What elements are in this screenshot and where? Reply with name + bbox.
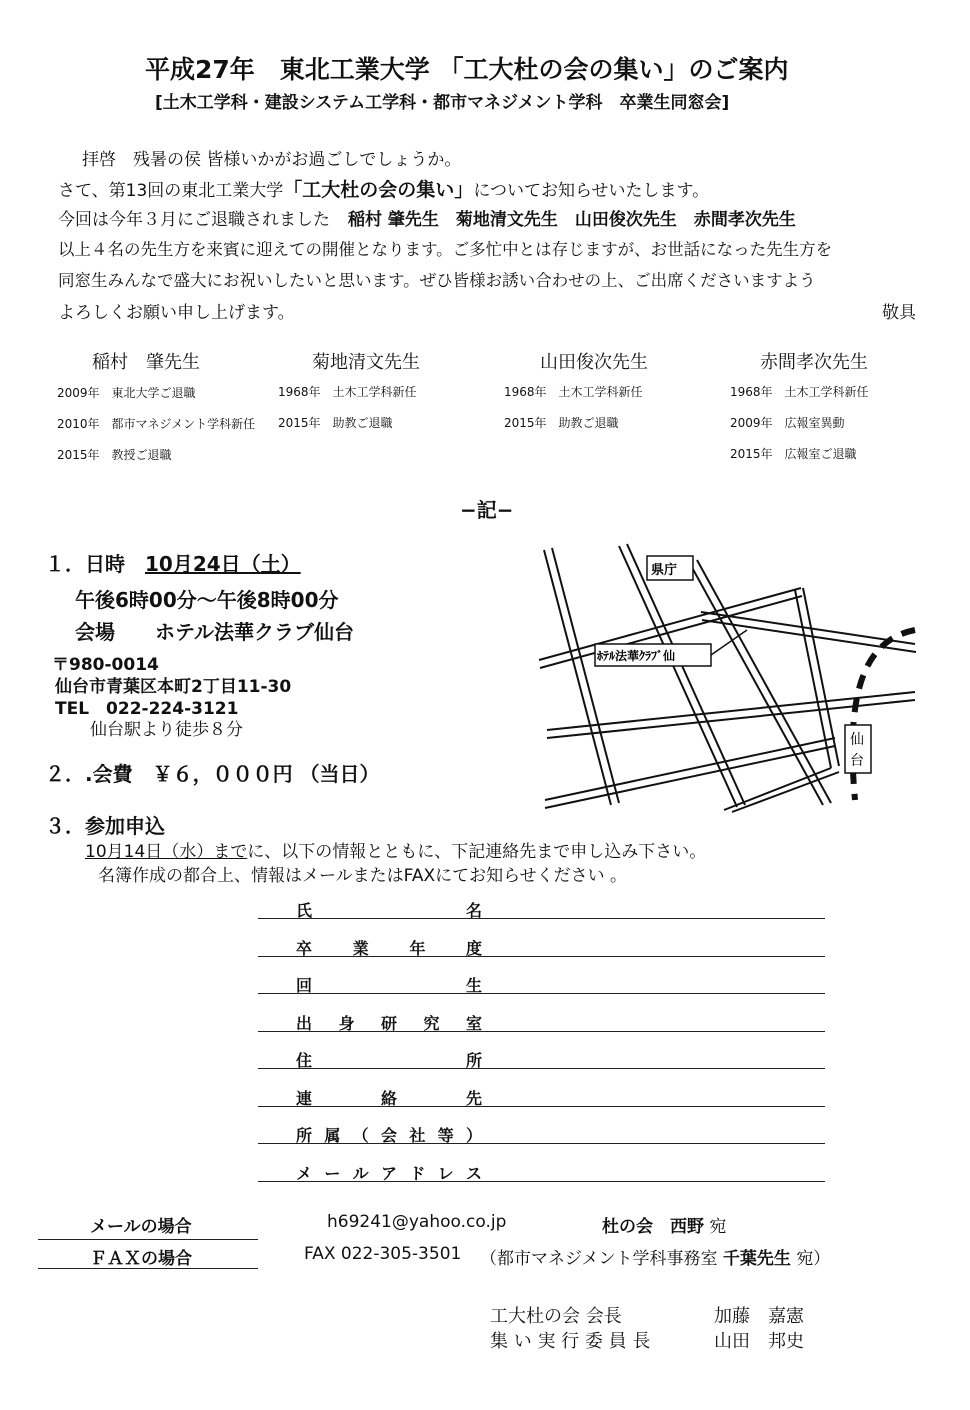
letter-greeting: 拝啓 残暑の侯 皆様いかがお過ごしでしょうか。 [82,150,462,170]
ki-heading: −記− [460,498,514,522]
section-3-line-2: 名簿作成の都合上、情報はメールまたはFAXにてお知らせください 。 [98,866,628,886]
venue-walk: 仙台駅より徒歩８分 [90,720,243,740]
event-name: 「工大杜の会の集い」 [283,179,474,201]
form-label-char: 会 [380,1126,397,1145]
station-label-bottom: 台 [850,753,864,769]
teacher-4-name: 赤間孝次先生 [760,352,868,373]
form-label-char: 所 [465,1051,482,1070]
event-venue: 会場 ホテル法華クラブ仙台 [75,620,354,644]
form-label-char: ー [324,1164,341,1183]
field-email-line[interactable] [258,1181,825,1182]
teacher-4-history-1: 1968年 土木工学科新任 [730,385,869,399]
form-label-char: 研 [380,1014,397,1033]
form-label-char: ） [465,1126,482,1145]
mail-label: メールの場合 [90,1217,192,1237]
letter-line-3-pre: 今回は今年３月にご退職されました [58,210,330,230]
teacher-4-history-2: 2009年 広報室異動 [730,416,845,430]
signer-1-role: 工大杜の会 会長 [490,1306,622,1327]
application-deadline: 10月14日（水）まで [85,842,248,862]
form-label-char: ル [352,1164,369,1183]
teacher-1-name: 稲村 肇先生 [92,352,200,373]
form-label-char: 度 [465,939,482,958]
form-label-char: ド [409,1164,426,1183]
form-label-char: 業 [352,939,369,958]
form-label-char: 社 [409,1126,426,1145]
mail-recipient-suffix: 宛 [709,1217,727,1237]
form-label-char: ス [465,1164,482,1183]
form-label-char: 究 [423,1014,440,1033]
form-label-char: 連 [296,1089,313,1108]
form-label-char: ア [380,1164,397,1183]
letter-line-2 [58,175,709,202]
form-label-char: 所 [296,1126,313,1145]
hotel-label: ﾎﾃﾙ法華ｸﾗﾌﾞ仙 [597,649,676,663]
fax-note [480,1244,830,1269]
form-label-char: 年 [409,939,426,958]
letter-line-2-pre: さて、第13回の東北工業大学 [58,181,284,201]
pref-office-label: 県庁 [651,563,678,578]
letter-closing: 敬具 [882,303,916,323]
page-title: 平成27年 東北工業大学 「工大杜の会の集い」のご案内 [145,55,789,84]
field-affiliation-line[interactable] [258,1143,825,1144]
mail-recipient [602,1212,726,1237]
event-date: 10月24日（土） [145,552,301,576]
form-label-char: 名 [465,901,482,920]
field-class-line[interactable] [258,993,825,994]
form-label-char: 属 [324,1126,341,1145]
signer-2-role: 集 い 実 行 委 員 長 [490,1331,651,1352]
form-label-char: 絡 [380,1089,397,1108]
letter-line-4: 以上４名の先生方を来賓に迎えての開催となります。ご多忙中とは存じますが、お世話になった先生方を [58,240,833,259]
teacher-1-history-2: 2010年 都市マネジメント学科新任 [57,417,256,431]
contact-divider-1 [38,1239,258,1240]
form-label-char: 等 [437,1126,454,1145]
letter-line-3 [58,205,796,230]
teacher-3-history-2: 2015年 助教ご退職 [504,416,619,430]
teacher-2-history-1: 1968年 土木工学科新任 [278,385,417,399]
railway-line [853,630,916,800]
field-name-line[interactable] [258,918,825,919]
letter-line-5: 同窓生みんなで盛大にお祝いしたいと思います。ぜひ皆様お誘い合わせの上、ご出席くださいますよう [58,271,816,290]
signer-1-name: 加藤 嘉憲 [714,1306,804,1327]
form-label-char: 出 [296,1014,313,1033]
form-label-char: 先 [465,1089,482,1108]
form-label-char: 住 [296,1051,313,1070]
venue-map [525,540,925,815]
section-2-fee: ２．.会費 ￥６，０００円 （当日） [45,762,380,786]
form-label-char: レ [437,1164,454,1183]
event-time: 午後6時00分～午後8時00分 [75,588,339,612]
field-address-line[interactable] [258,1068,825,1069]
form-label-char: （ [352,1126,369,1145]
guest-teachers: 稲村 肇先生 菊地清文先生 山田俊次先生 赤間孝次先生 [348,210,796,230]
section-3-line-1-post: に、以下の情報とともに、下記連絡先まで申し込み下さい。 [247,842,707,862]
form-label-char: メ [296,1164,313,1183]
station-label-top: 仙 [850,732,864,748]
section-1-label: １．日時 [45,552,145,576]
fax-note-name: 千葉先生 [722,1249,791,1269]
teacher-3-history-1: 1968年 土木工学科新任 [504,385,643,399]
teacher-2-history-2: 2015年 助教ご退職 [278,416,393,430]
contact-divider-2 [38,1268,258,1269]
teacher-1-history-1: 2009年 東北大学ご退職 [57,386,196,400]
fax-note-post: 宛） [796,1249,831,1269]
form-label-char: 回 [296,976,313,995]
venue-tel: TEL 022-224-3121 [55,699,239,719]
fax-number: FAX 022-305-3501 [304,1244,462,1264]
field-contact-line[interactable] [258,1106,825,1107]
teacher-3-name: 山田俊次先生 [540,352,648,373]
form-label-char: 生 [465,976,482,995]
signer-2-name: 山田 邦史 [714,1331,804,1352]
form-label-char: 氏 [296,901,313,920]
fax-note-pre: （都市マネジメント学科事務室 [480,1249,718,1269]
form-label-char: 身 [338,1014,355,1033]
form-label-char: 室 [465,1014,482,1033]
fax-label: ＦＡＸの場合 [90,1249,192,1269]
letter-line-6: よろしくお願い申し上げます。 [58,303,295,323]
mail-address[interactable]: h69241@yahoo.co.jp [327,1212,507,1232]
section-3-line-1 [85,837,706,862]
section-1-datetime [45,548,301,577]
page-subtitle: [土木工学科・建設システム工学科・都市マネジメント学科 卒業生同窓会] [155,93,730,113]
section-3-label: ３．参加申込 [45,814,165,838]
form-label-char: 卒 [296,939,313,958]
teacher-4-history-3: 2015年 広報室ご退職 [730,447,857,461]
field-lab-line[interactable] [258,1031,825,1032]
venue-address: 仙台市青葉区本町2丁目11-30 [55,677,292,697]
field-grad-year-line[interactable] [258,956,825,957]
teacher-2-name: 菊地清文先生 [312,352,420,373]
venue-postal: 〒980-0014 [52,655,159,675]
mail-recipient-name: 杜の会 西野 [602,1217,704,1237]
letter-line-2-post: についてお知らせいたします。 [473,181,710,201]
teacher-1-history-3: 2015年 教授ご退職 [57,448,172,462]
